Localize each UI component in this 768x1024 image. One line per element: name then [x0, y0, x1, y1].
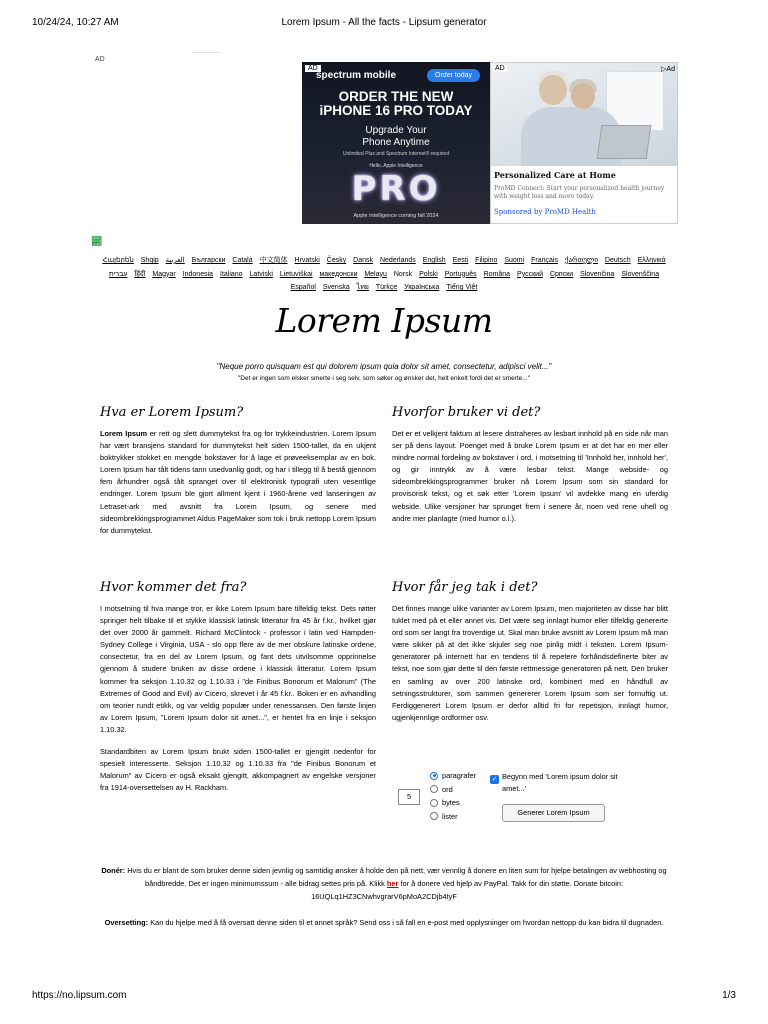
ad-headline: ORDER THE NEW iPHONE 16 PRO TODAY: [319, 89, 473, 118]
print-date: 10/24/24, 10:27 AM: [32, 17, 119, 28]
radio-button[interactable]: [430, 812, 438, 820]
language-link[interactable]: Nederlands: [379, 257, 416, 264]
ad-tag: AD: [305, 65, 321, 72]
unit-option[interactable]: [430, 783, 476, 797]
language-link[interactable]: Italiano: [220, 270, 243, 278]
donate-section: Donér: Hvis du er blant de som bruker denne siden jevnlig og samtidig ønsker å holde den på nett, vær vennlig å donere en liten sum for hjelpe betalingen av webhosting og båndbredde. Det er ingen minimumssum - alle bidrag settes pris på. Klikk her for å donere ved hjelp av PayPal. Takk for din støtte. Donate bitcoin: 16UQLq1HZ3CNwhvgrarV6pMoA2CDjb4tyF: [101, 866, 667, 901]
section-body: Standardbiten av Lorem Ipsum brukt siden 1500-tallet er gjengitt nedenfor for spesielt interesserte. Seksjon 1.10.32 og 1.10.33 fra "de Finibus Bonorum et Malorum" av Cicero er også eksakt gjengitt, akkompagnert av engelske versjoner fra 1914-oversettelsen av H. Rackham.: [100, 747, 376, 793]
translate-label: Oversetting:: [104, 918, 149, 927]
section-heading: Hvor får jeg tak i det?: [392, 580, 538, 595]
unit-option[interactable]: [430, 769, 476, 783]
section-body: Lorem Ipsum er rett og slett dummytekst fra og for trykkeindustrien. Lorem Ipsum har vært bransjens standard for dummytekst helt siden 1500-tallet, da en ukjent boktrykker stokket en mengde bokstaver for å lage et prøveeksemplar av en bok. Lorem Ipsum har tålt tidens tann usedvanlig godt, og har i tillegg til å bestå gjennom fem århundrer også tålt spranget over til elektronisk typografi uten vesentlige endringer. Lorem Ipsum ble gjort allment kjent i 1960-årene ved lanseringen av Letraset-ark med avsnitt fra Lorem Ipsum, og senere med sideombrekkingsprogrammet Aldus PageMaker som tok i bruk nettopp Lorem Ipsum for dummytekst.: [100, 429, 376, 535]
language-link[interactable]: Melayu: [364, 270, 387, 278]
section-where-from: [100, 580, 376, 804]
language-link[interactable]: Česky: [326, 257, 347, 264]
print-page-title: Lorem Ipsum - All the facts - Lipsum generator: [281, 17, 487, 28]
language-link[interactable]: Dansk: [353, 257, 374, 264]
radio-button[interactable]: [430, 799, 438, 807]
print-url: https://no.lipsum.com: [32, 990, 127, 1001]
generate-button[interactable]: Generer Lorem Ipsum: [502, 804, 605, 822]
language-link[interactable]: Româna: [483, 270, 511, 278]
language-link[interactable]: Polski: [419, 270, 438, 278]
ad-photo: [491, 63, 678, 166]
leaf-icon: 📈︎: [91, 236, 103, 246]
section-body: Det er et velkjent faktum at lesere distraheres av lesbart innhold på en side når man ser på dens layout. Poenget med å bruke Lorem Ipsum er at det har en mer eller mindre normal fordeling av bokstaver i ord, i motsetning til 'Innhold her, innhold her', og gir inntrykk av å være lesbar tekst. Mange webside- og sideombrekkingsprogrammer bruker nå Lorem Ipsum som sin standard for provisorisk tekst, og et søk etter 'Lorem Ipsum' vil avdekke mang en uferdig webside. Ulike versjoner har sprunget frem i senere år, noen ved rene uhell og andre mer planlagte (med humor o.l.).: [392, 429, 668, 523]
unit-option-label: paragrafer: [442, 771, 477, 780]
ad-fine-print: Unlimited Plus and Spectrum Internet® required: [342, 151, 450, 157]
section-heading: Hvorfor bruker vi det?: [392, 405, 541, 420]
language-link[interactable]: Հայերեն: [102, 257, 134, 264]
language-link[interactable]: Български: [191, 257, 226, 264]
order-today-button[interactable]: Order today: [427, 69, 480, 82]
language-link[interactable]: Svenska: [322, 284, 350, 291]
unit-option-label: lister: [442, 811, 458, 821]
spectrum-ad[interactable]: [302, 62, 490, 224]
language-link[interactable]: Tiếng Việt: [446, 284, 478, 291]
language-link[interactable]: ქართული: [564, 257, 598, 264]
section-why: [392, 405, 668, 535]
language-link[interactable]: Português: [444, 270, 477, 278]
ad-subheadline: Upgrade Your Phone Anytime: [362, 125, 430, 148]
start-with-lorem-checkbox[interactable]: ✓: [491, 776, 498, 783]
start-with-lorem-label: Begynn med 'Lorem ipsum dolor sit amet...': [502, 772, 618, 793]
language-link[interactable]: Magyar: [152, 270, 176, 278]
radio-button[interactable]: [430, 785, 438, 793]
donate-label: Donér:: [101, 866, 126, 875]
language-link[interactable]: Suomi: [504, 257, 525, 264]
language-link[interactable]: 中文简体: [259, 257, 288, 264]
ad-sponsor-link[interactable]: Sponsored by ProMD Health: [494, 208, 596, 216]
language-link[interactable]: ‏עברית: [108, 270, 128, 278]
divider: [192, 52, 220, 53]
language-link[interactable]: Slovenščina: [621, 270, 660, 278]
print-header: [32, 17, 736, 31]
section-body: I motsetning til hva mange tror, er ikke Lorem Ipsum bare tilfeldig tekst. Dets røtter springer helt tilbake til et stykke klassisk latinsk litteratur fra 45 år f.kr., hvilket gjør det over 2000 år gammelt. Richard McClintock - professor i latin ved Hampden-Sydney College i Virginia, USA - slo opp flere av de mer obskure latinske ordene, consectetur, fra en del av Lorem Ipsum, og fant dets utvilsomme opprinnelse gjennom å studere bruken av disse ordene i klassisk litteratur. Lorem Ipsum kommer fra seksjon 1.10.32 og 1.10.33 i "de Finibus Bonorum et Malorum" (The Extremes of Good and Evil) av Cicero, skrevet i år 45 f.kr.. Boken er en avhandling om teorier rundt etikk, og var veldig populær under renessansen. Den første linjen av Lorem Ipsum, "Lorem Ipsum dolor sit amet...", er hentet fra en linje i seksjon 1.10.32.: [100, 604, 376, 734]
language-link[interactable]: ไทย: [356, 284, 369, 291]
language-link[interactable]: Català: [232, 257, 253, 264]
language-link[interactable]: Српски: [549, 270, 574, 278]
language-link[interactable]: Lietuviškai: [279, 270, 313, 278]
unit-options: [430, 769, 476, 823]
print-page-number: 1/3: [722, 990, 736, 1001]
language-link[interactable]: македонски: [319, 270, 358, 278]
unit-option[interactable]: [430, 796, 476, 810]
section-where-get: [392, 580, 668, 734]
language-link[interactable]: Français: [531, 257, 558, 264]
section-heading: Hvor kommer det fra?: [100, 580, 247, 595]
quote-translation: "Det er ingen som elsker smerte i seg selv, som søker og ønsker det, helt enkelt fordi det er smerte...": [237, 375, 531, 382]
language-link: Norsk: [393, 270, 413, 278]
lipsum-generator-form: [396, 769, 672, 829]
ad-description: ProMD Connect: Start your personalized health journey with weight loss and more today.: [494, 185, 665, 200]
language-link[interactable]: हिंदी: [134, 270, 146, 278]
language-link[interactable]: Slovenčina: [580, 270, 615, 278]
section-heading: Hva er Lorem Ipsum?: [100, 405, 244, 420]
language-link[interactable]: Eesti: [452, 257, 469, 264]
unit-option-label: ord: [442, 784, 453, 794]
language-link[interactable]: ‏العربية: [165, 257, 185, 264]
language-links: [96, 254, 672, 295]
language-link[interactable]: Indonesia: [182, 270, 214, 278]
language-link[interactable]: Filipino: [475, 257, 498, 264]
page-title: Lorem Ipsum: [275, 301, 493, 340]
print-footer: [32, 990, 736, 1004]
ad-title[interactable]: Personalized Care at Home: [494, 170, 616, 180]
translate-section: Oversetting: Kan du hjelpe med å få oversatt denne siden til et annet språk? Send oss i så fall en e-post med opplysninger om hvordan nettopp du kan bidra til dugnaden.: [104, 918, 664, 927]
language-link[interactable]: Pусский: [517, 270, 544, 278]
language-link[interactable]: Українська: [404, 284, 440, 291]
language-link[interactable]: Türkçe: [375, 284, 398, 291]
donate-link[interactable]: her: [386, 879, 399, 888]
language-link[interactable]: English: [422, 257, 446, 264]
amount-input[interactable]: 5: [398, 789, 420, 805]
language-link[interactable]: Ελληνικά: [637, 257, 666, 264]
radio-button[interactable]: [430, 772, 438, 780]
language-link[interactable]: Hrvatski: [294, 257, 320, 264]
language-link[interactable]: Deutsch: [604, 257, 631, 264]
latin-quote: "Neque porro quisquam est qui dolorem ipsum quia dolor sit amet, consectetur, adipisci velit...": [216, 362, 552, 371]
language-link[interactable]: Español: [290, 284, 316, 291]
spectrum-logo: spectrum mobile: [316, 70, 397, 81]
language-link[interactable]: Shqip: [140, 257, 159, 264]
unit-option-label: bytes: [442, 798, 460, 807]
ad-tag: AD: [495, 65, 505, 72]
ad-label: AD: [95, 56, 105, 63]
unit-option[interactable]: [430, 810, 476, 824]
section-body: Det finnes mange ulike varianter av Lorem Ipsum, men majoriteten av disse har blitt tuklet med på et eller annet vis. Det være seg innlagt humor eller tilfeldig genererte ord som ser langt fra troverdige ut. Skal man bruke avsnitt av Lorem Ipsum må man være sikker på at det ikke skjuler seg noe pinlig midt i teksten. Lorem Ipsum-generatorer på internett har en tendens til å repetere forhåndsdefinerte biter av tekst, noe som gjør dette til den første rettmessige generatoren på nett. Den bruker en samling av over 200 latinske ord, kombinert med en håndfull av setningsstrukturer, som sammen genererer Lorem Ipsum som ser fornuftig ut. Ferdiggenerert Lorem Ipsum er derfor alltid fri for repetisjon, innlagt humor, ugjenkjennlige ordformer osv.: [392, 604, 668, 722]
pro-logo: PRO: [351, 169, 441, 209]
ad-note: Apple Intelligence coming fall 2024: [353, 213, 439, 219]
ad-fine-print-2: Hello, Apple Intelligence: [369, 163, 423, 169]
adchoices-icon[interactable]: ▷Ad: [661, 66, 675, 73]
language-link[interactable]: Latviski: [249, 270, 273, 278]
promd-ad[interactable]: [490, 62, 678, 224]
section-what-is: [100, 405, 376, 547]
